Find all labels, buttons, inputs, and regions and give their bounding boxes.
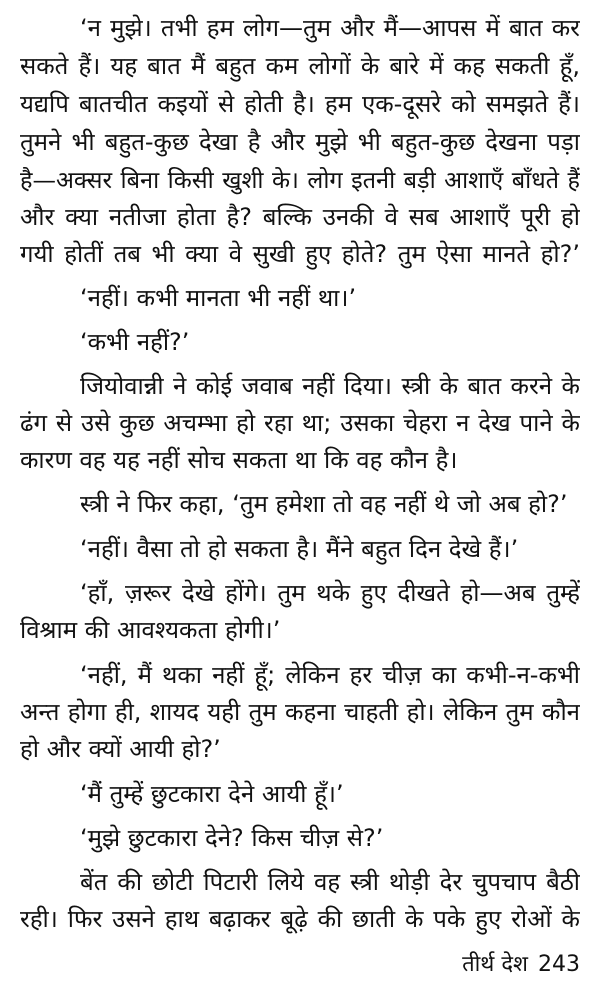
text-line: ‘मैं तुम्हें छुटकारा देने आयी हूँ।’ — [80, 780, 344, 808]
text-line: ‘नहीं। कभी मानता भी नहीं था।’ — [80, 284, 357, 312]
text-line: ‘हाँ, ज़रूर देखे होंगे। तुम थके हुए दीखते हो—अब तुम्हें — [80, 579, 580, 607]
text-line: ढंग से उसे कुछ अचम्भा हो रहा था; उसका चेहरा न देख पाने के — [20, 409, 580, 437]
text-line: ‘मुझे छुटकारा देने? किस चीज़ से?’ — [80, 824, 384, 852]
text-line: रही। फिर उसने हाथ बढ़ाकर बूढ़े की छाती के पके हुए रोओं के — [20, 905, 580, 933]
page-number: 243 — [538, 952, 580, 977]
text-line: और क्या नतीजा होता है? बल्कि उनकी वे सब आशाएँ पूरी हो — [20, 203, 580, 231]
text-line: अन्त होगा ही, शायद यही तुम कहना चाहती हो। लेकिन तुम कौन — [20, 698, 580, 726]
text-line: गयी होतीं तब भी क्या वे सुखी हुए होते? तुम ऐसा मानते हो?’ — [20, 240, 580, 268]
text-line: ‘नहीं, मैं थका नहीं हूँ; लेकिन हर चीज़ का कभी-न-कभी — [80, 661, 580, 689]
text-line: जियोवान्नी ने कोई जवाब नहीं दिया। स्त्री के बात करने के — [80, 372, 580, 400]
text-line: यद्यपि बातचीत कइयों से होती है। हम एक-दूसरे को समझते हैं। — [20, 90, 580, 118]
text-line: ‘नहीं। वैसा तो हो सकता है। मैंने बहुत दिन देखे हैं।’ — [80, 535, 519, 563]
text-line: है—अक्सर बिना किसी खुशी के। लोग इतनी बड़ी आशाएँ बाँधते हैं — [20, 166, 580, 194]
running-title: तीर्थ देश — [462, 952, 528, 977]
page-footer — [462, 948, 580, 982]
text-line: ‘न मुझे। तभी हम लोग—तुम और मैं—आपस में बात कर — [80, 14, 580, 42]
text-line: कारण वह यह नहीं सोच सकता था कि वह कौन है। — [20, 446, 458, 474]
text-line: ‘कभी नहीं?’ — [80, 328, 190, 356]
text-line: तुमने भी बहुत-कुछ देखा है और मुझे भी बहुत-कुछ देखना पड़ा — [20, 128, 580, 156]
text-line: स्त्री ने फिर कहा, ‘तुम हमेशा तो वह नहीं थे जो अब हो?’ — [80, 490, 568, 518]
text-line: हो और क्यों आयी हो?’ — [20, 735, 221, 763]
text-line: सकते हैं। यह बात मैं बहुत कम लोगों के बारे में कह सकती हूँ, — [20, 52, 580, 80]
text-line: विश्राम की आवश्यकता होगी।’ — [20, 616, 281, 644]
text-line: बेंत की छोटी पिटारी लिये वह स्त्री थोड़ी देर चुपचाप बैठी — [80, 868, 580, 896]
